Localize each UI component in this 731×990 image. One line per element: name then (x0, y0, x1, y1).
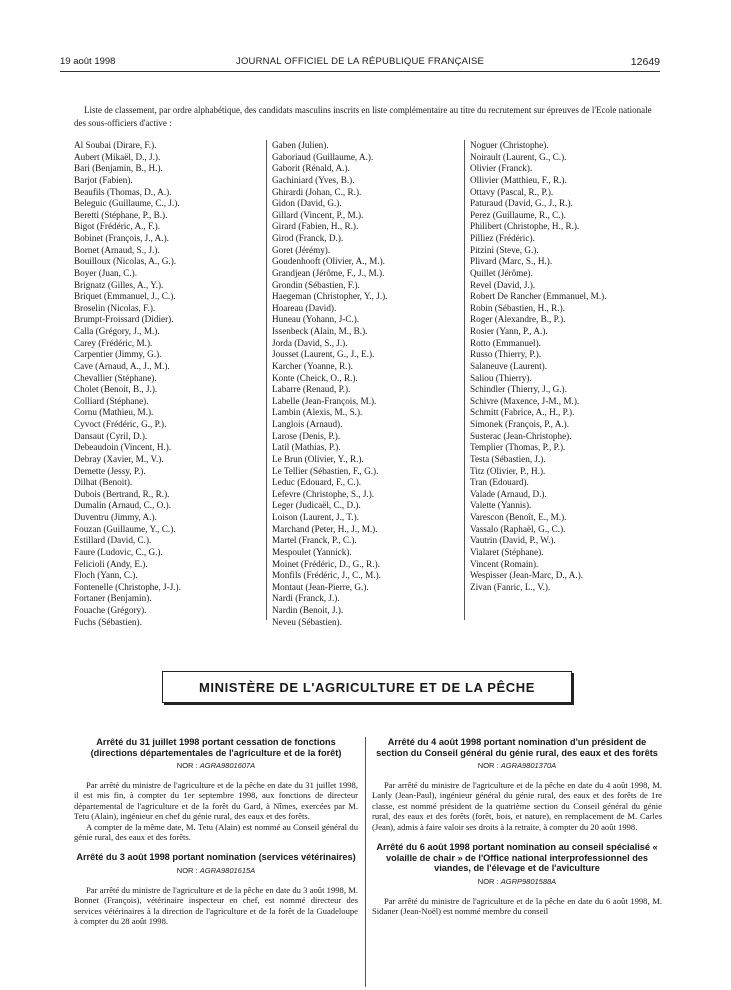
name-entry: Fortaner (Benjamin). (74, 593, 152, 604)
name-entry: Olivier (Franck). (470, 163, 533, 174)
decree-paragraph: Par arrêté du ministre de l'agriculture et de la pêche en date du 4 août 1998, M. Lanly (Jean-Paul), ingénieur général du génie rural, des eaux et des forêts de 1re classe, est nommé président de la quatrième section du Conseil général du génie rural, des eaux et des forêts (forêt, bois, et nature), en remplacement de M. Carles (Jean), admis à faire valoir ses droits à la retraite, à compter du 20 août 1998. (372, 780, 662, 832)
decree (74, 852, 358, 926)
name-entry: Cyvoct (Frédéric, G., P.). (74, 419, 167, 429)
name-entry: Gidon (David, G.). (272, 198, 342, 209)
decree-nor: NOR : AGRP9801588A (477, 876, 557, 886)
name-entry: Lambin (Alexis, M., S.). (272, 407, 363, 418)
name-entry: Felicioli (Andy, E.). (74, 558, 148, 569)
name-entry: Le Tellier (Sébastien, F., G.). (272, 465, 379, 476)
column-divider (464, 140, 465, 620)
name-entry: Leduc (Edouard, F., C.). (272, 477, 362, 488)
nor-code: AGRA9801615A (199, 865, 256, 875)
name-entry: Fouzan (Guillaume, Y., C.). (74, 523, 176, 534)
name-entry: Testa (Sébastien, J.). (470, 453, 546, 464)
name-entry: Colliard (Stéphane). (74, 395, 149, 406)
name-entry: Beretti (Stéphane, P., B.). (74, 209, 168, 220)
ministry-banner (162, 671, 572, 703)
name-entry: Valette (Yannis). (470, 500, 532, 511)
name-entry: Demette (Jessy, P.). (74, 465, 146, 476)
name-entry: Fontenelle (Christophe, J-J.). (74, 581, 181, 592)
name-entry: Vautrin (David, P., W.). (470, 535, 556, 546)
decree-title: Arrêté du 31 juillet 1998 portant cessation de fonctions (directions départementales de l'agriculture et de la forêt) (90, 737, 342, 758)
name-entry: Goudenhooft (Olivier, A., M.). (272, 256, 385, 267)
name-entry: Langlois (Arnaud). (272, 419, 343, 429)
name-entry: Huneau (Yohann, J-C.). (272, 314, 360, 325)
name-entry: Marchand (Peter, H., J., M.). (272, 523, 378, 534)
name-entry: Salaneuve (Laurent). (470, 360, 548, 371)
name-entry: Martel (Franck, P., C.). (272, 535, 357, 546)
name-entry: Perez (Guillaume, R., C.). (470, 209, 566, 220)
name-entry: Hoareau (David). (272, 302, 337, 313)
name-entry: Le Brun (Olivier, Y., R.). (272, 453, 364, 464)
name-entry: Goret (Jérémy). (272, 244, 331, 255)
name-entry: Vassalo (Raphaël, G., C.). (470, 523, 566, 534)
name-entry: Brumpt-Froissard (Didier). (74, 314, 174, 325)
name-entry: Vincent (Romain). (470, 558, 539, 569)
name-entry: Noguer (Christophe). (470, 140, 549, 150)
name-entry: Plivard (Marc, S., H.). (470, 256, 553, 267)
column-divider (365, 737, 366, 987)
header-date: 19 août 1998 (60, 56, 116, 67)
name-entry: Montaut (Jean-Pierre, G.). (272, 581, 369, 592)
nor-code: AGRA9801607A (199, 761, 256, 770)
intro-paragraph: Liste de classement, par ordre alphabétique, des candidats masculins inscrits en liste complémentaire au titre du recrutement sur épreuves de l'Ecole nationale des sous-officiers d'active : (74, 105, 652, 128)
name-entry: Estillard (David, C.). (74, 535, 152, 546)
decrees-left-column (74, 737, 358, 927)
name-entry: Issenbeck (Alain, M., B.). (272, 326, 368, 336)
name-entry: Carey (Frédéric, M.). (74, 337, 153, 348)
name-entry: Boyer (Juan, C.). (74, 267, 138, 278)
name-entry: Russo (Thierry, P.). (470, 349, 542, 360)
name-entry: Grandjean (Jérôme, F., J., M.). (272, 267, 385, 278)
name-entry: Rotto (Emmanuel). (470, 337, 541, 348)
name-entry: Schmitt (Fabrice, A., H., P.). (470, 407, 575, 418)
name-entry: Labarre (Renaud, P.). (272, 384, 351, 395)
name-entry: Brignatz (Gilles, A., Y.). (74, 279, 164, 290)
name-entry: Faure (Ludovic, C., G.). (74, 546, 163, 557)
name-entry: Girard (Fabien, H., R.). (272, 221, 359, 232)
decree-nor: NOR : AGRA9801607A (176, 761, 256, 770)
decree (372, 842, 662, 916)
name-entry: Lefevre (Christophe, S., J.). (272, 488, 375, 499)
name-entry: Fouache (Grégory). (74, 605, 147, 615)
name-entry: Broselin (Nicolas, F.). (74, 302, 156, 313)
name-entry: Beleguic (Guillaume, C., J.). (74, 198, 180, 209)
name-entry: Moinet (Frédéric, D., G., R.). (272, 558, 380, 569)
name-entry: Barjot (Fabien). (74, 174, 133, 185)
name-entry: Girod (Franck, D.). (272, 233, 344, 243)
ministry-title: MINISTÈRE DE L'AGRICULTURE ET DE LA PÊCHE (198, 679, 536, 695)
name-entry: Valade (Arnaud, D.). (470, 488, 547, 499)
names-column-2 (272, 140, 462, 628)
name-entry: Carpentier (Jimmy, G.). (74, 349, 162, 360)
name-entry: Gaben (Julien). (272, 140, 329, 150)
name-entry: Zivan (Fanric, L., V.). (470, 581, 551, 592)
decree (74, 737, 358, 842)
name-entry: Bouilloux (Nicolas, A., G.). (74, 256, 177, 267)
name-entry: Dumalin (Arnaud, C., O.). (74, 500, 171, 511)
name-entry: Gaboriaud (Guillaume, A.). (272, 151, 374, 162)
name-entry: Rosier (Yann, P., A.). (470, 326, 548, 336)
name-entry: Gaborit (Rénald, A.). (272, 163, 350, 174)
name-entry: Ottavy (Pascal, R., P.). (470, 186, 554, 197)
name-entry: Al Soubai (Dirare, F.). (74, 140, 157, 150)
name-entry: Nardi (Franck, J.). (272, 593, 340, 604)
decree-title: Arrêté du 3 août 1998 portant nomination (services vétérinaires) (76, 852, 356, 863)
name-entry: Briquet (Emmanuel, J., C.). (74, 291, 176, 302)
name-entry: Pilliez (Frédéric). (470, 233, 535, 243)
name-entry: Nardin (Benoit, J.). (272, 605, 344, 615)
name-entry: Bornet (Arnaud, S., J.). (74, 244, 160, 255)
name-entry: Bobinet (François, J., A.). (74, 233, 169, 243)
name-entry: Paturaud (David, G., J., R.). (470, 198, 573, 209)
name-entry: Wespisser (Jean-Marc, D., A.). (470, 570, 584, 581)
name-entry: Titz (Olivier, P., H.). (470, 465, 546, 476)
decree-title: Arrêté du 6 août 1998 portant nomination au conseil spécialisé « volaille de chair » de l'Office national interprofessionnel des viandes, de l'élevage et de l'aviculture (376, 842, 658, 874)
name-entry: Tran (Edouard). (470, 477, 529, 488)
name-entry: Susterac (Jean-Christophe). (470, 430, 572, 441)
name-entry: Grondin (Sébastien, F.). (272, 279, 360, 290)
name-entry: Bari (Benjamin, B., H.). (74, 163, 163, 174)
name-entry: Leger (Judicaël, C., D.). (272, 500, 361, 511)
name-entry: Cave (Arnaud, A., J., M.). (74, 360, 170, 371)
name-entry: Simonek (François, P., A.). (470, 419, 570, 429)
decree-paragraph: Par arrêté du ministre de l'agriculture et de la pêche en date du 31 juillet 1998, il est mis fin, à compter du 1er septembre 1998, aux fonctions de directeur départemental de l'agriculture et de la forêt du Gard, à Nîmes, exercées par M. Tetu (Alain), ingénieur en chef du génie rural, des eaux et des forêts. (74, 780, 358, 822)
name-entry: Ollivier (Matthieu, F., R.). (470, 174, 567, 185)
name-entry: Cornu (Mathieu, M.). (74, 407, 154, 418)
decrees-right-column (372, 737, 662, 916)
decree-nor: NOR : AGRA9801615A (176, 865, 256, 875)
name-entry: Beaufils (Thomas, D., A.). (74, 186, 172, 197)
name-entry: Konte (Cheick, O., R.). (272, 372, 358, 383)
name-entry: Gachiniard (Yves, B.). (272, 174, 355, 185)
name-entry: Debray (Xavier, M., V.). (74, 453, 164, 464)
name-entry: Labelle (Jean-François, M.). (272, 395, 377, 406)
decree-title: Arrêté du 4 août 1998 portant nomination d'un président de section du Conseil général du génie rural, des eaux et des forêts (376, 737, 658, 758)
name-entry: Schindler (Thierry, J., G.). (470, 384, 567, 395)
name-entry: Noirault (Laurent, G., C.). (470, 151, 567, 162)
name-entry: Aubert (Mikaël, D., J.). (74, 151, 161, 162)
names-column-3 (470, 140, 670, 593)
column-divider (266, 140, 267, 620)
header-page-number: 12649 (630, 56, 660, 68)
name-entry: Calla (Grégory, J., M.). (74, 326, 160, 336)
name-entry: Robert De Rancher (Emmanuel, M.). (470, 291, 607, 302)
name-entry: Fuchs (Sébastien). (74, 616, 142, 627)
decree-paragraph: Par arrêté du ministre de l'agriculture et de la pêche en date du 3 août 1998, M. Bonnet (François), vétérinaire inspecteur en chef, est nommé directeur des services vétérinaires à la direction de l'agriculture et de la forêt de la Guadeloupe à compter du 28 août 1998. (74, 884, 358, 927)
decree-paragraph: Par arrêté du ministre de l'agriculture et de la pêche en date du 6 août 1998, M. Sidaner (Jean-Noël) est nommé membre du conseil (372, 895, 662, 916)
name-entry: Dubois (Bertrand, R., R.). (74, 488, 170, 499)
decree-nor: NOR : AGRA9801370A (477, 761, 557, 770)
name-entry: Ghirardi (Johan, C., R.). (272, 186, 362, 197)
nor-code: AGRA9801370A (500, 761, 557, 770)
name-entry: Robin (Sébastien, H., R.). (470, 302, 565, 313)
name-entry: Templier (Thomas, P., P.). (470, 442, 566, 453)
name-entry: Gillard (Vincent, P., M.). (272, 209, 364, 220)
name-entry: Floch (Yann, C.). (74, 570, 138, 581)
name-entry: Latil (Mathias, P.). (272, 442, 341, 453)
name-entry: Neveu (Sébastien). (272, 616, 342, 627)
name-entry: Debeaudoin (Vincent, H.). (74, 442, 172, 453)
name-entry: Dilhat (Benoit). (74, 477, 133, 488)
name-entry: Vialaret (Stéphane). (470, 546, 544, 557)
nor-code: AGRP9801588A (500, 876, 557, 886)
name-entry: Monfils (Frédéric, J., C., M.). (272, 570, 381, 581)
name-entry: Jousset (Laurent, G., J., E.). (272, 349, 375, 360)
name-entry: Mespoulet (Yannick). (272, 546, 352, 557)
header-journal-title: JOURNAL OFFICIEL DE LA RÉPUBLIQUE FRANÇAISE (236, 56, 485, 67)
name-entry: Schivre (Maxence, J-M., M.). (470, 395, 580, 406)
name-entry: Quillet (Jérôme). (470, 267, 533, 278)
decree-paragraph: A compter de la même date, M. Tetu (Alain) est nommé au Conseil général du génie rural, des eaux et des forêts. (74, 821, 358, 843)
name-entry: Duventru (Jimmy, A.). (74, 512, 157, 522)
name-entry: Larose (Denis, P.). (272, 430, 341, 441)
names-column-1 (74, 140, 264, 628)
name-entry: Bigot (Frédéric, A., F.). (74, 221, 161, 232)
name-entry: Jorda (David, S., J.). (272, 337, 348, 348)
name-entry: Philibert (Christophe, H., R.). (470, 221, 580, 232)
name-entry: Roger (Alexandre, B., P.). (470, 314, 566, 325)
name-entry: Karcher (Yoanne, R.). (272, 360, 353, 371)
name-entry: Cholet (Benoit, B., J.). (74, 384, 158, 395)
name-entry: Chevallier (Stéphane). (74, 372, 157, 383)
name-entry: Loison (Laurent, J., T.). (272, 512, 359, 522)
name-entry: Varescon (Benoît, E., M.). (470, 512, 567, 522)
name-entry: Pitzini (Steve, G.). (470, 244, 539, 255)
page-header (60, 56, 660, 72)
decree (372, 737, 662, 832)
name-entry: Haegeman (Christopher, Y., J.). (272, 291, 388, 302)
name-entry: Saliou (Thierry). (470, 372, 532, 383)
name-entry: Dansaut (Cyril, D.). (74, 430, 148, 441)
name-entry: Revel (David, J.). (470, 279, 536, 290)
header-rule (60, 71, 660, 72)
